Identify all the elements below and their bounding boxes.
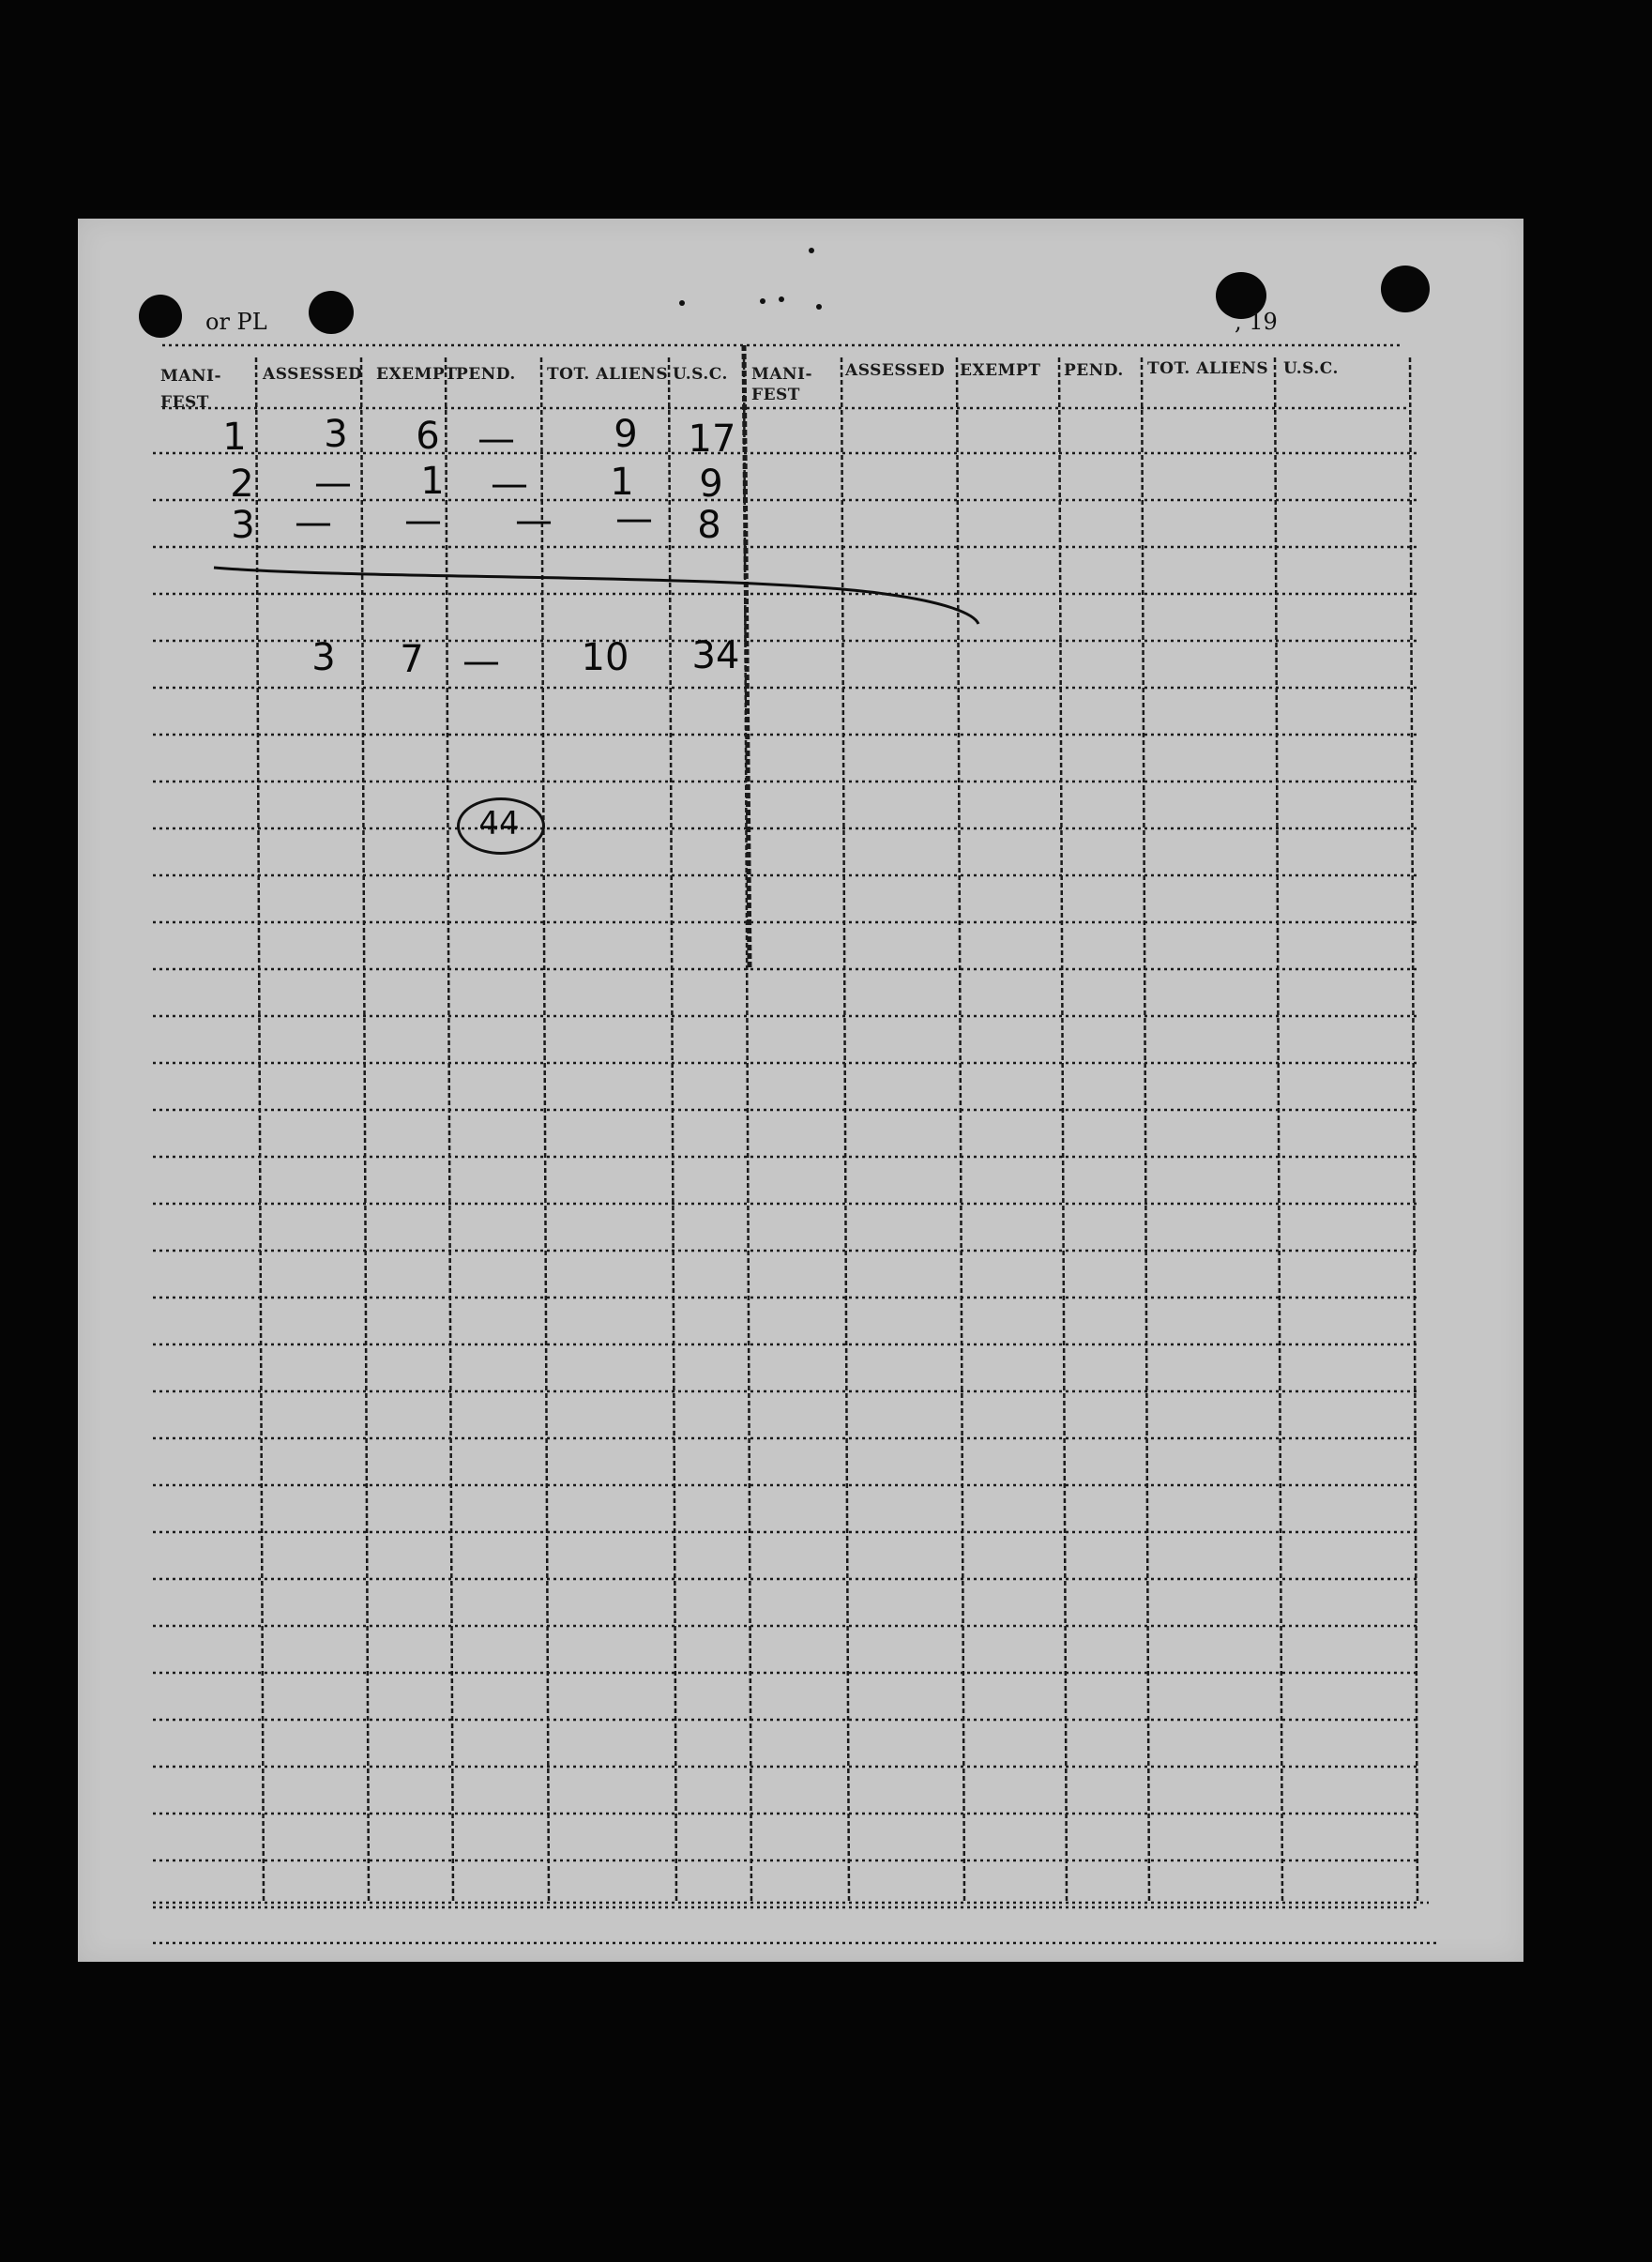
stray-mark — [779, 296, 784, 302]
grid-column-rule — [446, 357, 453, 1903]
grid-column-rule — [1059, 357, 1067, 1903]
total-pend: — — [462, 640, 500, 683]
header-assessed-left: ASSESSED — [263, 365, 363, 384]
stray-mark — [809, 248, 814, 253]
punch-hole-far-right — [1381, 266, 1430, 312]
header-tot-aliens-left: TOT. ALIENS — [547, 365, 669, 384]
entry-2-manifest: 2 — [230, 463, 254, 506]
header-usc-left: U.S.C. — [673, 365, 728, 384]
ledger-sheet — [78, 219, 1523, 1962]
entry-3-tot-aliens: — — [615, 497, 653, 540]
entry-3-exempt: — — [404, 499, 442, 542]
entry-2-tot-aliens: 1 — [610, 461, 634, 504]
header-assessed-right: ASSESSED — [845, 361, 946, 380]
entry-2-exempt: 1 — [420, 460, 445, 503]
entry-1-assessed: 3 — [324, 413, 348, 456]
total-exempt: 7 — [400, 638, 424, 681]
stray-mark — [679, 300, 685, 306]
header-usc-right: U.S.C. — [1283, 359, 1339, 378]
header-exempt-left: EXEMPT — [376, 365, 458, 384]
ledger-grid — [78, 219, 1523, 1962]
grid-column-rule — [957, 357, 964, 1903]
entry-2-usc: 9 — [699, 463, 723, 506]
grid-column-rule — [361, 357, 369, 1903]
entry-1-exempt: 6 — [416, 415, 440, 458]
form-prefix: or PL — [205, 309, 267, 335]
punch-hole-left — [139, 295, 182, 338]
header-manifest-right-2: FEST — [751, 386, 800, 404]
entry-1-pend: — — [477, 417, 515, 461]
grid-column-rule — [669, 357, 676, 1903]
header-manifest-left-1: MANI- — [160, 367, 222, 386]
entry-3-pend: — — [515, 499, 553, 542]
entry-1-usc: 17 — [688, 417, 736, 461]
entry-3-manifest: 3 — [231, 504, 255, 547]
total-usc: 34 — [691, 634, 740, 677]
year-prefix: , 19 — [1235, 309, 1278, 335]
punch-hole-left-2 — [309, 291, 354, 334]
entry-2-pend: — — [491, 463, 528, 506]
handwritten-total-line — [214, 568, 978, 624]
grid-column-rule — [541, 357, 549, 1903]
entry-3-assessed: — — [295, 501, 332, 544]
circled-total: 44 — [478, 805, 520, 843]
header-manifest-left-2: FEST — [160, 393, 209, 412]
header-pend-right: PEND. — [1064, 361, 1124, 380]
header-manifest-right-1: MANI- — [751, 365, 813, 384]
grid-column-rule — [1142, 357, 1149, 1903]
entry-1-tot-aliens: 9 — [614, 413, 638, 456]
grid-column-rule — [1410, 357, 1417, 1903]
header-pend-left: PEND. — [456, 365, 516, 384]
total-assessed: 3 — [311, 636, 336, 679]
header-tot-aliens-right: TOT. ALIENS — [1147, 359, 1269, 378]
total-tot-aliens: 10 — [581, 636, 629, 679]
entry-1-manifest: 1 — [222, 416, 247, 459]
grid-column-rule — [256, 357, 264, 1903]
stray-mark — [760, 298, 765, 304]
grid-column-rule — [1275, 357, 1282, 1903]
entry-3-usc: 8 — [697, 504, 721, 547]
grid-column-rule — [744, 357, 751, 1903]
header-exempt-right: EXEMPT — [960, 361, 1041, 380]
stray-mark — [816, 304, 822, 310]
entry-2-assessed: — — [314, 462, 352, 505]
